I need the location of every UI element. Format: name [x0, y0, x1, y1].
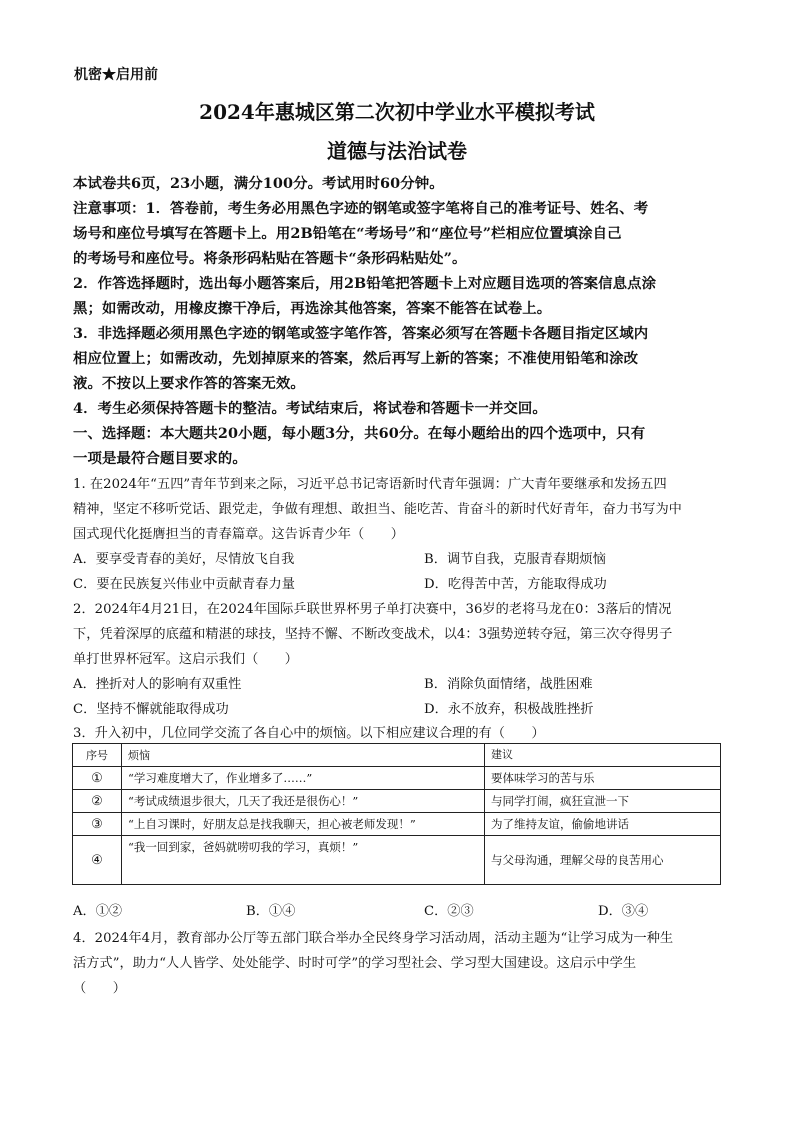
row-worry: “上自习课时，好朋友总是找我聊天，担心被老师发现！”	[122, 813, 485, 836]
note-line: 3．非选择题必须用黑色字迹的钢笔或签字笔作答，答案必须写在答题卡各题目指定区域内	[73, 325, 649, 342]
question-1-stem: 精神，坚定不移听党话、跟党走，争做有理想、敢担当、能吃苦、肯奋斗的新时代好青年，奋力书写为中	[73, 502, 682, 517]
exam-title: 2024年惠城区第二次初中学业水平模拟考试	[199, 100, 595, 124]
question-1-option-b: B．调节自我，克服青春期烦恼	[424, 552, 606, 567]
table-row	[73, 813, 721, 836]
note-line: 场号和座位号填写在答题卡上。用2B铅笔在“考场号”和“座位号”栏相应位置填涂自己	[73, 225, 622, 242]
table-row	[73, 836, 721, 885]
question-3-option-d: D．③④	[598, 904, 649, 919]
row-worry: “考试成绩退步很大，几天了我还是很伤心！”	[122, 790, 485, 813]
row-worry: “学习难度增大了，作业增多了……”	[122, 767, 485, 790]
table-row	[73, 790, 721, 813]
table-row	[73, 767, 721, 790]
question-2-stem: 下，凭着深厚的底蕴和精湛的球技，坚持不懈、不断改变战术，以4：3强势逆转夺冠，第三次夺得男子	[73, 627, 673, 642]
question-4-stem: 活方式”，助力“人人皆学、处处能学、时时可学”的学习型社会、学习型大国建设。这启示中学生	[73, 956, 637, 971]
exam-subject: 道德与法治试卷	[327, 139, 467, 163]
row-number: ①	[73, 767, 122, 790]
row-number: ③	[73, 813, 122, 836]
question-2-option-a: A．挫折对人的影响有双重性	[73, 677, 242, 692]
question-2-option-b: B．消除负面情绪，战胜困难	[424, 677, 593, 692]
column-header-worry: 烦恼	[122, 744, 485, 767]
row-number: ④	[73, 836, 122, 885]
question-4-stem: （ ）	[73, 981, 126, 996]
question-3-option-b: B．①④	[246, 904, 296, 919]
question-2-stem: 2．2024年4月21日，在2024年国际乒联世界杯男子单打决赛中，36岁的老将马龙在0：3落后的情况	[73, 602, 672, 617]
question-3-stem: 3．升入初中，几位同学交流了各自心中的烦恼。以下相应建议合理的有（ ）	[73, 726, 545, 741]
note-line: 黑；如需改动，用橡皮擦干净后，再选涂其他答案，答案不能答在试卷上。	[73, 300, 552, 317]
question-3-option-c: C．②③	[424, 904, 474, 919]
question-1-stem: 国式现代化挺膺担当的青春篇章。这告诉青少年（ ）	[73, 527, 404, 542]
question-1-option-a: A．要享受青春的美好，尽情放飞自我	[73, 552, 295, 567]
row-advice: 要体味学习的苦与乐	[485, 767, 721, 790]
row-advice: 与同学打闹，疯狂宣泄一下	[485, 790, 721, 813]
question-1-option-d: D．吃得苦中苦，方能取得成功	[424, 577, 607, 592]
note-line: 本试卷共6页，23小题，满分100分。考试用时60分钟。	[73, 175, 444, 192]
question-2-stem: 单打世界杯冠军。这启示我们（ ）	[73, 652, 299, 667]
note-line: 4．考生必须保持答题卡的整洁。考试结束后，将试卷和答题卡一并交回。	[73, 400, 547, 417]
confidential-mark: 机密★启用前	[74, 67, 158, 83]
worry-advice-table	[72, 743, 721, 885]
note-line: 相应位置上；如需改动，先划掉原来的答案，然后再写上新的答案；不准使用铅笔和涂改	[73, 350, 639, 367]
row-advice: 与父母沟通，理解父母的良苦用心	[485, 836, 721, 885]
question-3-option-a: A．①②	[73, 904, 123, 919]
question-4-stem: 4．2024年4月，教育部办公厅等五部门联合举办全民终身学习活动周，活动主题为“让学习成为一种生	[73, 931, 674, 946]
column-header-advice: 建议	[485, 744, 721, 767]
row-advice: 为了维持友谊，偷偷地讲话	[485, 813, 721, 836]
question-2-option-c: C．坚持不懈就能取得成功	[73, 702, 229, 717]
note-line: 液。不按以上要求作答的答案无效。	[73, 375, 305, 392]
row-number: ②	[73, 790, 122, 813]
note-line: 2．作答选择题时，选出每小题答案后，用2B铅笔把答题卡上对应题目选项的答案信息点涂	[73, 275, 657, 292]
table-header-row	[73, 744, 721, 767]
section-heading: 一项是最符合题目要求的。	[73, 450, 247, 467]
note-line: 注意事项：1．答卷前，考生务必用黑色字迹的钢笔或签字笔将自己的准考证号、姓名、考	[73, 200, 649, 217]
question-2-option-d: D．永不放弃，积极战胜挫折	[424, 702, 594, 717]
question-1-stem: 1. 在2024年“五四”青年节到来之际，习近平总书记寄语新时代青年强调：广大青年要继承和发扬五四	[73, 477, 667, 492]
note-line: 的考场号和座位号。将条形码粘贴在答题卡“条形码粘贴处”。	[73, 250, 467, 267]
question-1-option-c: C．要在民族复兴伟业中贡献青春力量	[73, 577, 295, 592]
section-heading: 一、选择题：本大题共20小题，每小题3分，共60分。在每小题给出的四个选项中，只有	[73, 425, 646, 442]
row-worry: “我一回到家，爸妈就唠叨我的学习，真烦！”	[122, 836, 485, 885]
column-header-number: 序号	[73, 744, 122, 767]
